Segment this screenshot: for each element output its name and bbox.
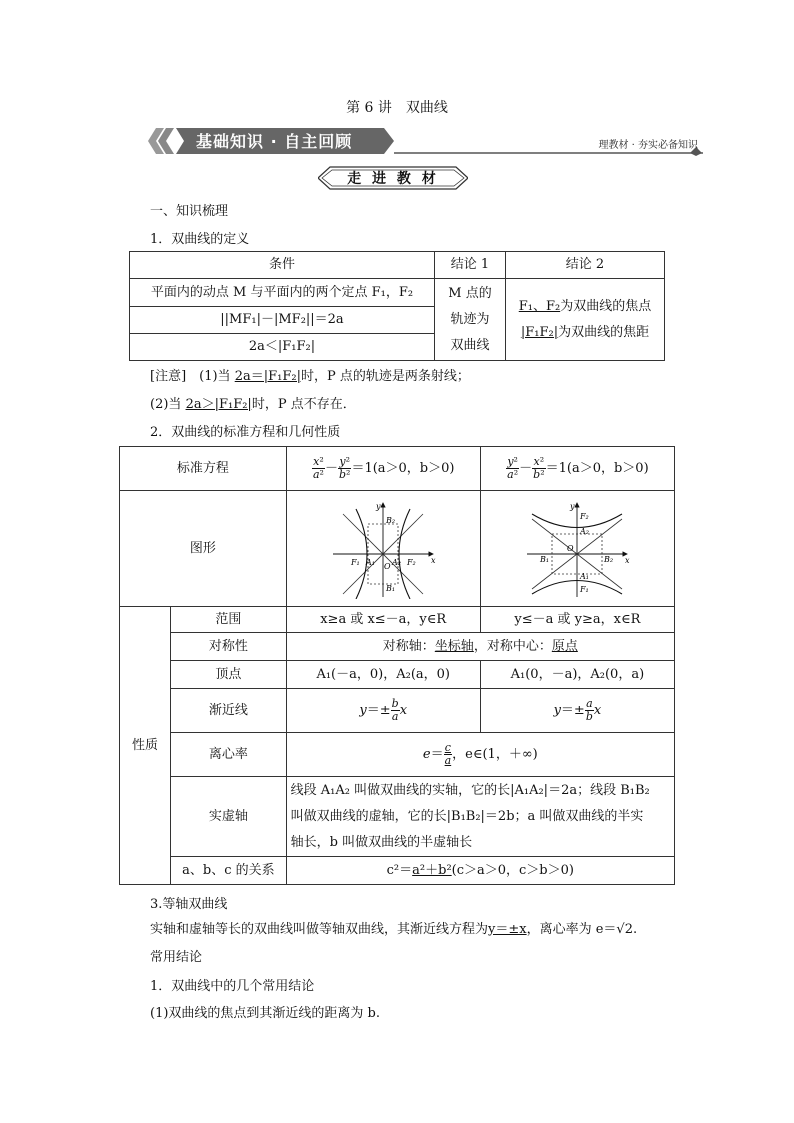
cond-row-3: 2a＜|F₁F₂| xyxy=(130,334,435,361)
note-2-pre: (2)当 xyxy=(150,397,182,412)
rel-underline: a²＋b² xyxy=(412,862,452,878)
note-2-underline: 2a＞|F₁F₂| xyxy=(185,397,252,412)
std-eq-1-tail: ＝1(a＞0，b＞0) xyxy=(351,461,455,476)
svg-text:A₁: A₁ xyxy=(366,557,376,567)
std-eq-1: $\frac{\text{x²}}{\text{a²}}$ － $\frac{\text{y²}}{\text{b²}}$ ＝1(a＞0，b＞0) xyxy=(286,447,480,491)
conclusion-1-cell xyxy=(435,279,506,361)
symmetry-label: 对称性 xyxy=(171,633,287,661)
th-condition: 条件 xyxy=(130,252,435,279)
th-conclusion-2: 结论 2 xyxy=(506,252,665,279)
std-eq-label: 标准方程 xyxy=(120,447,287,491)
eq-axis-pre: 实轴和虚轴等长的双曲线叫做等轴双曲线，其渐近线方程为 xyxy=(150,922,489,937)
axis-value xyxy=(286,777,674,857)
vertex-2: A₁(0，－a)，A₂(0，a) xyxy=(480,661,674,689)
range-1: x≥a 或 x≤－a，y∈R xyxy=(286,607,480,633)
common-conclusions-heading: 常用结论 xyxy=(150,950,203,965)
frac-c-a: $\frac{c}{a}$ xyxy=(444,741,452,767)
ecc-tail: ，e∈(1，＋∞) xyxy=(452,747,538,762)
range-label: 范围 xyxy=(171,607,287,633)
note-1 xyxy=(150,365,470,384)
svg-text:O: O xyxy=(567,543,574,553)
c2-focal-text: 为双曲线的焦距 xyxy=(558,324,650,340)
relation-value xyxy=(286,857,674,885)
axis-label: 实虚轴 xyxy=(171,777,287,857)
axis-line-3: 轴长，b 叫做双曲线的半虚轴长 xyxy=(290,834,473,850)
heading-1: 一、知识梳理 xyxy=(150,204,229,219)
symmetry-value xyxy=(286,633,674,661)
axis-line-1: 线段 A₁A₂ 叫做双曲线的实轴，它的长|A₁A₂|＝2a；线段 B₁B₂ xyxy=(290,782,650,798)
std-eq-2-tail: ＝1(a＞0，b＞0) xyxy=(545,461,649,476)
eq-axis-post: ，离心率为 e＝√2. xyxy=(526,922,638,937)
c1-line-a: M 点的 xyxy=(448,285,492,301)
c2-foci: F₁、F₂ xyxy=(518,298,561,314)
asymptote-2: y＝± $\frac{a}{b}$ x xyxy=(480,689,674,733)
eq-axis-underline: y＝±x xyxy=(488,922,527,937)
frac-b-a: $\frac{b}{a}$ xyxy=(391,697,399,723)
property-table xyxy=(119,446,675,885)
sym-mid: ，对称中心： xyxy=(473,638,552,654)
svg-text:F₁: F₁ xyxy=(351,557,360,567)
svg-text:x: x xyxy=(431,555,436,565)
relation-label: a、b、c 的关系 xyxy=(171,857,287,885)
c1-line-c: 双曲线 xyxy=(450,337,490,353)
frac-y2b2: $\frac{\text{y²}}{\text{b²}}$ xyxy=(338,455,351,481)
svg-text:y: y xyxy=(570,501,575,511)
svg-text:F₁: F₁ xyxy=(580,584,590,594)
conclusion-2-cell xyxy=(506,279,665,361)
note-2 xyxy=(150,393,356,412)
section-pill xyxy=(318,166,468,190)
banner-title: 基础知识 · 自主回顾 xyxy=(196,132,353,151)
hyperbola-x-graph xyxy=(328,499,438,599)
graph-label: 图形 xyxy=(120,491,287,607)
rel-post: (c＞a＞0，c＞b＞0) xyxy=(451,862,574,878)
sym-center: 原点 xyxy=(551,638,578,654)
heading-1-1: 1．双曲线的定义 xyxy=(150,232,250,247)
conclusion-heading-1: 1．双曲线中的几个常用结论 xyxy=(150,979,315,994)
equiaxial-text xyxy=(150,918,637,937)
nature-label: 性质 xyxy=(120,607,171,885)
note-1-post: 时，P 点的轨迹是两条射线； xyxy=(300,369,470,384)
eccentricity-value: e＝ $\frac{c}{a}$ ，e∈(1，＋∞) xyxy=(286,733,674,777)
conclusion-1-1: (1)双曲线的焦点到其渐近线的距离为 b. xyxy=(150,1006,381,1021)
heading-1-3: 3.等轴双曲线 xyxy=(150,897,228,912)
section-banner xyxy=(148,126,708,156)
sym-pre: 对称轴： xyxy=(382,638,435,654)
vertex-label: 顶点 xyxy=(171,661,287,689)
svg-text:B₁: B₁ xyxy=(386,583,396,593)
svg-text:B₂: B₂ xyxy=(386,515,396,525)
asymptote-1: y＝± $\frac{b}{a}$ x xyxy=(286,689,480,733)
range-2: y≤－a 或 y≥a，x∈R xyxy=(480,607,674,633)
note-1-pre: [注意] (1)当 xyxy=(150,369,231,384)
std-eq-2: $\frac{\text{y²}}{\text{a²}}$ － $\frac{\text{x²}}{\text{b²}}$ ＝1(a＞0，b＞0) xyxy=(480,447,674,491)
frac-a-b: $\frac{a}{b}$ xyxy=(585,697,593,723)
cond-row-1: 平面内的动点 M 与平面内的两个定点 F₁，F₂ xyxy=(130,279,435,307)
pill-label: 走 进 教 材 xyxy=(347,171,439,187)
cond-row-2: ||MF₁|－|MF₂||＝2a xyxy=(130,307,435,334)
frac-y2a2: $\frac{\text{y²}}{\text{a²}}$ xyxy=(507,455,519,481)
svg-text:y: y xyxy=(376,501,381,511)
sym-axis: 坐标轴 xyxy=(434,638,474,654)
svg-text:B₂: B₂ xyxy=(604,554,614,564)
th-conclusion-1: 结论 1 xyxy=(435,252,506,279)
svg-text:A₂: A₂ xyxy=(392,557,402,567)
graph-2-cell xyxy=(480,491,674,607)
graph-1-cell xyxy=(286,491,480,607)
svg-text:B₁: B₁ xyxy=(540,554,550,564)
svg-text:x: x xyxy=(625,555,630,565)
definition-table xyxy=(129,251,665,361)
asymptote-label: 渐近线 xyxy=(171,689,287,733)
svg-text:F₂: F₂ xyxy=(580,511,590,521)
frac-x2b2: $\frac{\text{x²}}{\text{b²}}$ xyxy=(533,455,545,481)
eccentricity-label: 离心率 xyxy=(171,733,287,777)
banner-subtitle: 理教材 · 夯实必备知识 xyxy=(598,140,698,151)
axis-line-2: 叫做双曲线的虚轴，它的长|B₁B₂|＝2b；a 叫做双曲线的半实 xyxy=(290,808,644,824)
svg-text:A₂: A₂ xyxy=(580,526,590,536)
frac-x2a2: $\frac{\text{x²}}{\text{a²}}$ xyxy=(312,455,324,481)
note-2-post: 时，P 点不存在． xyxy=(251,397,356,412)
heading-1-2: 2．双曲线的标准方程和几何性质 xyxy=(150,425,341,440)
c2-foci-text: 为双曲线的焦点 xyxy=(560,298,652,314)
note-1-underline: 2a＝|F₁F₂| xyxy=(234,369,301,384)
svg-text:F₂: F₂ xyxy=(407,557,416,567)
svg-text:O: O xyxy=(384,561,391,571)
rel-pre: c²＝ xyxy=(386,862,413,878)
c1-line-b: 轨迹为 xyxy=(450,311,490,327)
svg-text:A₁: A₁ xyxy=(580,571,590,581)
c2-focal: |F₁F₂| xyxy=(520,324,559,340)
vertex-1: A₁(－a，0)，A₂(a，0) xyxy=(286,661,480,689)
page-title: 第 6 讲 双曲线 xyxy=(346,100,448,116)
hyperbola-y-graph xyxy=(522,499,632,599)
